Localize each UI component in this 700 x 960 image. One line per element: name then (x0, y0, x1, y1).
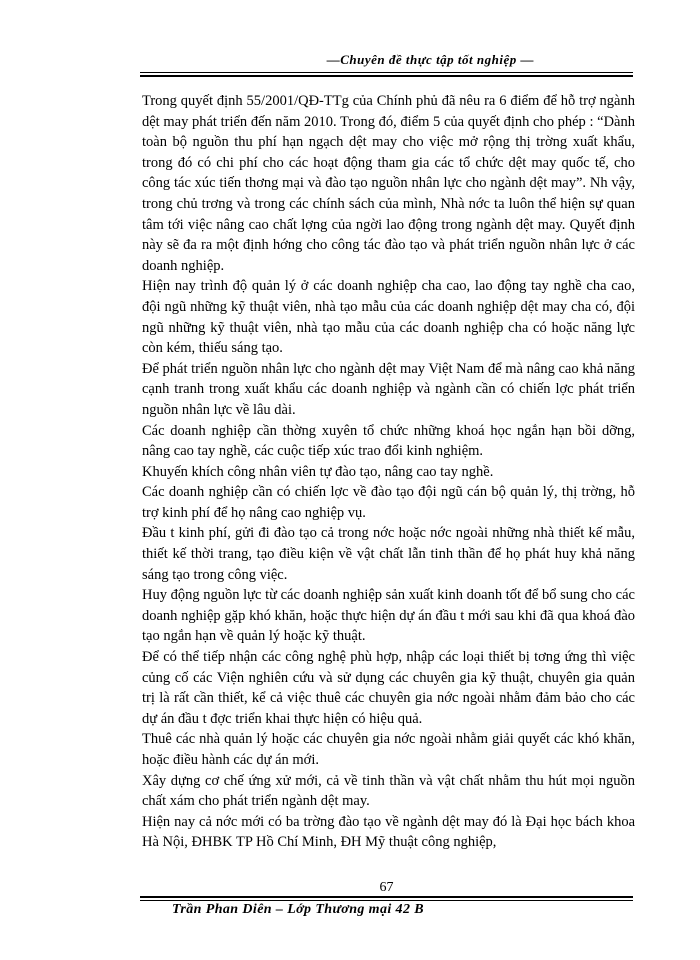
paragraph-short-courses: Các doanh nghiệp cần thờng xuyên tổ chức những khoá học ngắn hạn bồi dỡng, nâng cao tay nghề, các cuộc tiếp xúc trao đổi kinh nghiệm. (142, 422, 635, 460)
paragraph-current-management: Hiện nay trình độ quản lý ở các doanh nghiệp cha cao, lao động tay nghề cha cao, đội ngũ những kỹ thuật viên, nhà tạo mẫu của các doanh nghiệp dệt may cha có, đội ngũ những kỹ thuật viên, nhà tạo mẫu của các doanh nghiệp cha có hoặc năng lực còn kém, thiếu sáng tạo. (142, 278, 635, 357)
paragraph-incentive-mechanism: Xây dựng cơ chế ứng xử mới, cả về tinh thần và vật chất nhằm thu hút mọi nguồn chất xám cho phát triển ngành dệt may. (142, 772, 635, 810)
page-header: —Chuyên đề thực tập tốt nghiệp — (326, 52, 534, 67)
paragraph-management-strategy: Các doanh nghiệp cần có chiến lợc về đào tạo đội ngũ cán bộ quản lý, thị trờng, hỗ trợ kinh phí để họ nâng cao nghiệp vụ. (142, 484, 635, 521)
paragraph-decision-55: Trong quyết định 55/2001/QĐ-TTg của Chính phủ đã nêu ra 6 điểm để hỗ trợ ngành dệt may phát triển đến năm 2010. Trong đó, điểm 5 của quyết định cho phép : “Dành toàn bộ nguồn thu phí hạn ngạch dệt may cho việc mở rộng thị trờng xuất khẩu, trong đó có chi phí cho các hoạt động tham gia các tổ chức dệt may quốc tế, cho công tác xúc tiến thơng mại và đào tạo nguồn nhân lực cho ngành dệt may”. Nh vậy, trong chủ trơng và trong các chính sách của mình, Nhà nớc ta luôn thể hiện sự quan tâm tới việc nâng cao chất lợng của ngời lao động trong ngành dệt may. Quyết định này sẽ đa ra một định hớng cho công tác đào tạo và phát triển nguồn nhân lực ở các doanh nghiệp. (142, 93, 635, 274)
footer-rule (140, 896, 633, 898)
page-footer-author: Trần Phan Diên – Lớp Thương mại 42 B (172, 902, 424, 917)
body-text (142, 91, 635, 853)
paragraph-training-schools: Hiện nay cả nớc mới có ba trờng đào tạo về ngành dệt may đó là Đại học bách khoa Hà Nội, ĐHBK TP Hồ Chí Minh, ĐH Mỹ thuật công nghiệp, (142, 813, 635, 851)
header-rule-double (140, 75, 633, 77)
paragraph-development-strategy: Để phát triển nguồn nhân lực cho ngành dệt may Việt Nam để mà nâng cao khả năng cạnh tranh trong xuất khẩu các doanh nghiệp và ngành cần có chiến lợc phát triển nguồn nhân lực về lâu dài. (142, 360, 635, 418)
paragraph-investment-training: Đầu t kinh phí, gửi đi đào tạo cả trong nớc hoặc nớc ngoài những nhà thiết kế mẫu, thiết kế thời trang, tạo điều kiện về vật chất lẫn tinh thần để họ phát huy khả năng sáng tạo trong công việc. (142, 525, 635, 583)
paragraph-self-training: Khuyến khích công nhân viên tự đào tạo, nâng cao tay nghề. (142, 463, 494, 480)
paragraph-mobilize-resources: Huy động nguồn lực từ các doanh nghiệp sản xuất kinh doanh tốt để bổ sung cho các doanh nghiệp gặp khó khăn, hoặc thực hiện dự án đầu t mới sau khi đã qua khoá đào tạo ngắn hạn về quản lý hoặc kỹ thuật. (142, 587, 635, 645)
paragraph-foreign-experts: Thuê các nhà quản lý hoặc các chuyên gia nớc ngoài nhằm giải quyết các khó khăn, hoặc điều hành các dự án mới. (142, 731, 635, 768)
paragraph-technology-transfer: Để có thể tiếp nhận các công nghệ phù hợp, nhập các loại thiết bị tơng ứng thì việc củng cố các Viện nghiên cứu và sử dụng các chuyên gia kỹ thuật, chuyên gia quản trị là rất cần thiết, kể cả việc thuê các chuyên gia nớc ngoài nhằm đảm bảo cho các dự án đầu t đợc triển khai thực hiện có hiệu quả. (142, 649, 635, 727)
page-number: 67 (379, 880, 394, 895)
header-rule (140, 72, 633, 73)
